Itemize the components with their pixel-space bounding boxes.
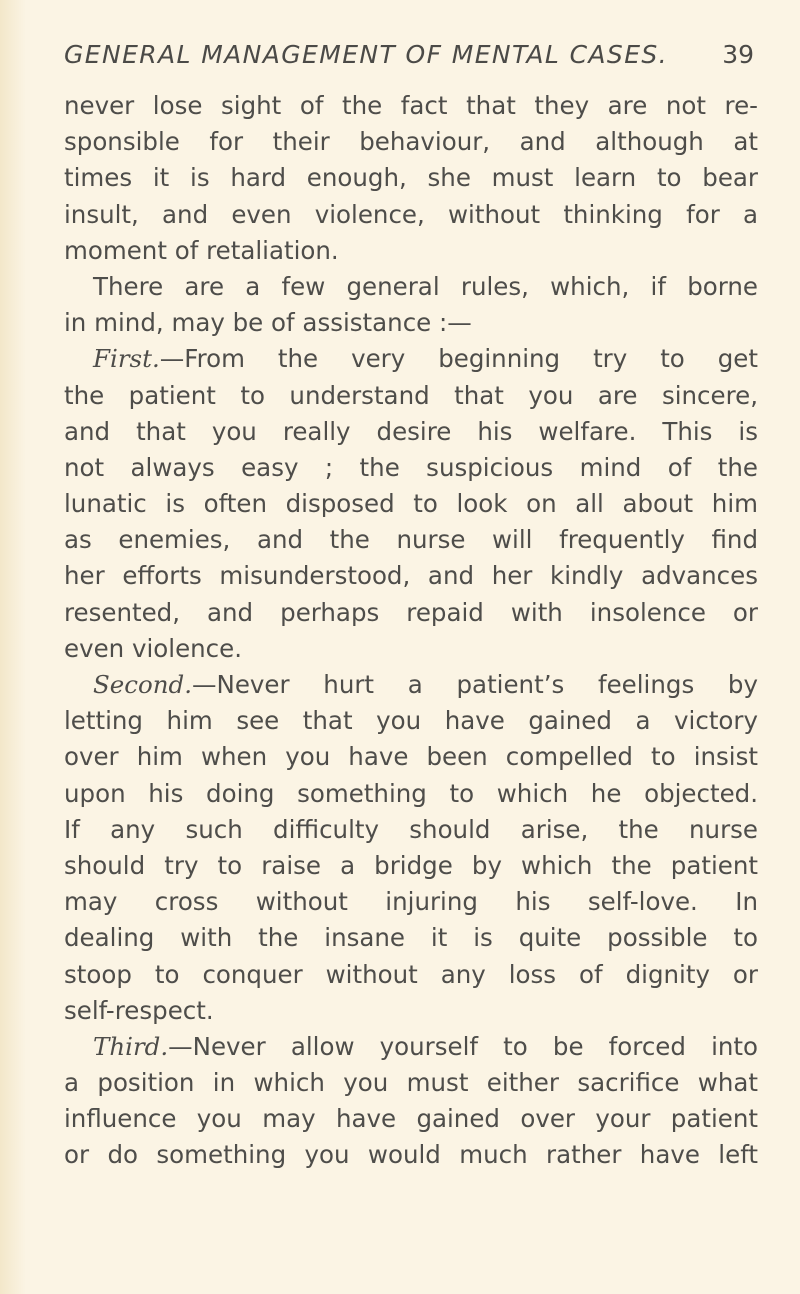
rule-text-second: —Never hurt a patient’s feelings by [192,670,758,699]
rule-text-third: —Never allow yourself to be forced into [168,1031,758,1061]
text-line: If any such difficulty should arise, the nurse [64,814,758,844]
text-line: influence you may have gained over your patient [64,1104,758,1134]
text-line: and that you really desire his welfare. This is [64,416,758,446]
text-line: not always easy ; the suspicious mind of the [64,452,758,482]
text-line: or do something you would much rather have left [64,1140,758,1170]
text-line: as enemies, and the nurse will frequently find [64,525,758,555]
text-line: insult, and even violence, without thinking for a [64,199,758,229]
text-line: sponsible for their behaviour, and although at [64,127,758,157]
rule-heading-third: Third. [93,1031,169,1061]
text-line: self-respect. [64,995,214,1025]
text-line: in mind, may be of assistance :— [64,308,472,338]
text-line: letting him see that you have gained a victory [64,706,758,736]
text-line: the patient to understand that you are sincere, [64,380,758,410]
text-line: a position in which you must either sacrifice what [64,1068,758,1098]
text-line: dealing with the insane it is quite possible to [64,923,758,953]
running-title: GENERAL MANAGEMENT OF MENTAL CASES. [64,40,669,69]
text-line: never lose sight of the fact that they are not re- [64,91,758,120]
body-text [64,88,758,1174]
rule-heading-first: First. [93,344,160,374]
text-line: may cross without injuring his self-love. In [64,887,758,917]
text-line: There are a few general rules, which, if borne [93,271,758,301]
rule-second-line [64,667,758,703]
rule-first-line [64,341,758,377]
text-line: times it is hard enough, she must learn to bear [64,163,758,193]
text-line: should try to raise a bridge by which the patient [64,850,758,880]
text-line: resented, and perhaps repaid with insolence or [64,597,758,627]
rule-heading-second: Second. [93,670,193,699]
rule-third-line [64,1029,758,1065]
page-number: 39 [722,40,754,69]
rule-text-first: —From the very beginning try to get [159,344,758,374]
text-line: lunatic is often disposed to look on all about him [64,489,758,519]
text-line: over him when you have been compelled to insist [64,742,758,772]
text-line: stoop to conquer without any loss of dignity or [64,959,758,989]
text-line: her efforts misunderstood, and her kindly advances [64,561,758,591]
text-line: upon his doing something to which he objected. [64,778,758,808]
text-line: even violence. [64,633,242,663]
page-header [64,40,754,84]
text-line: moment of retaliation. [64,235,339,265]
